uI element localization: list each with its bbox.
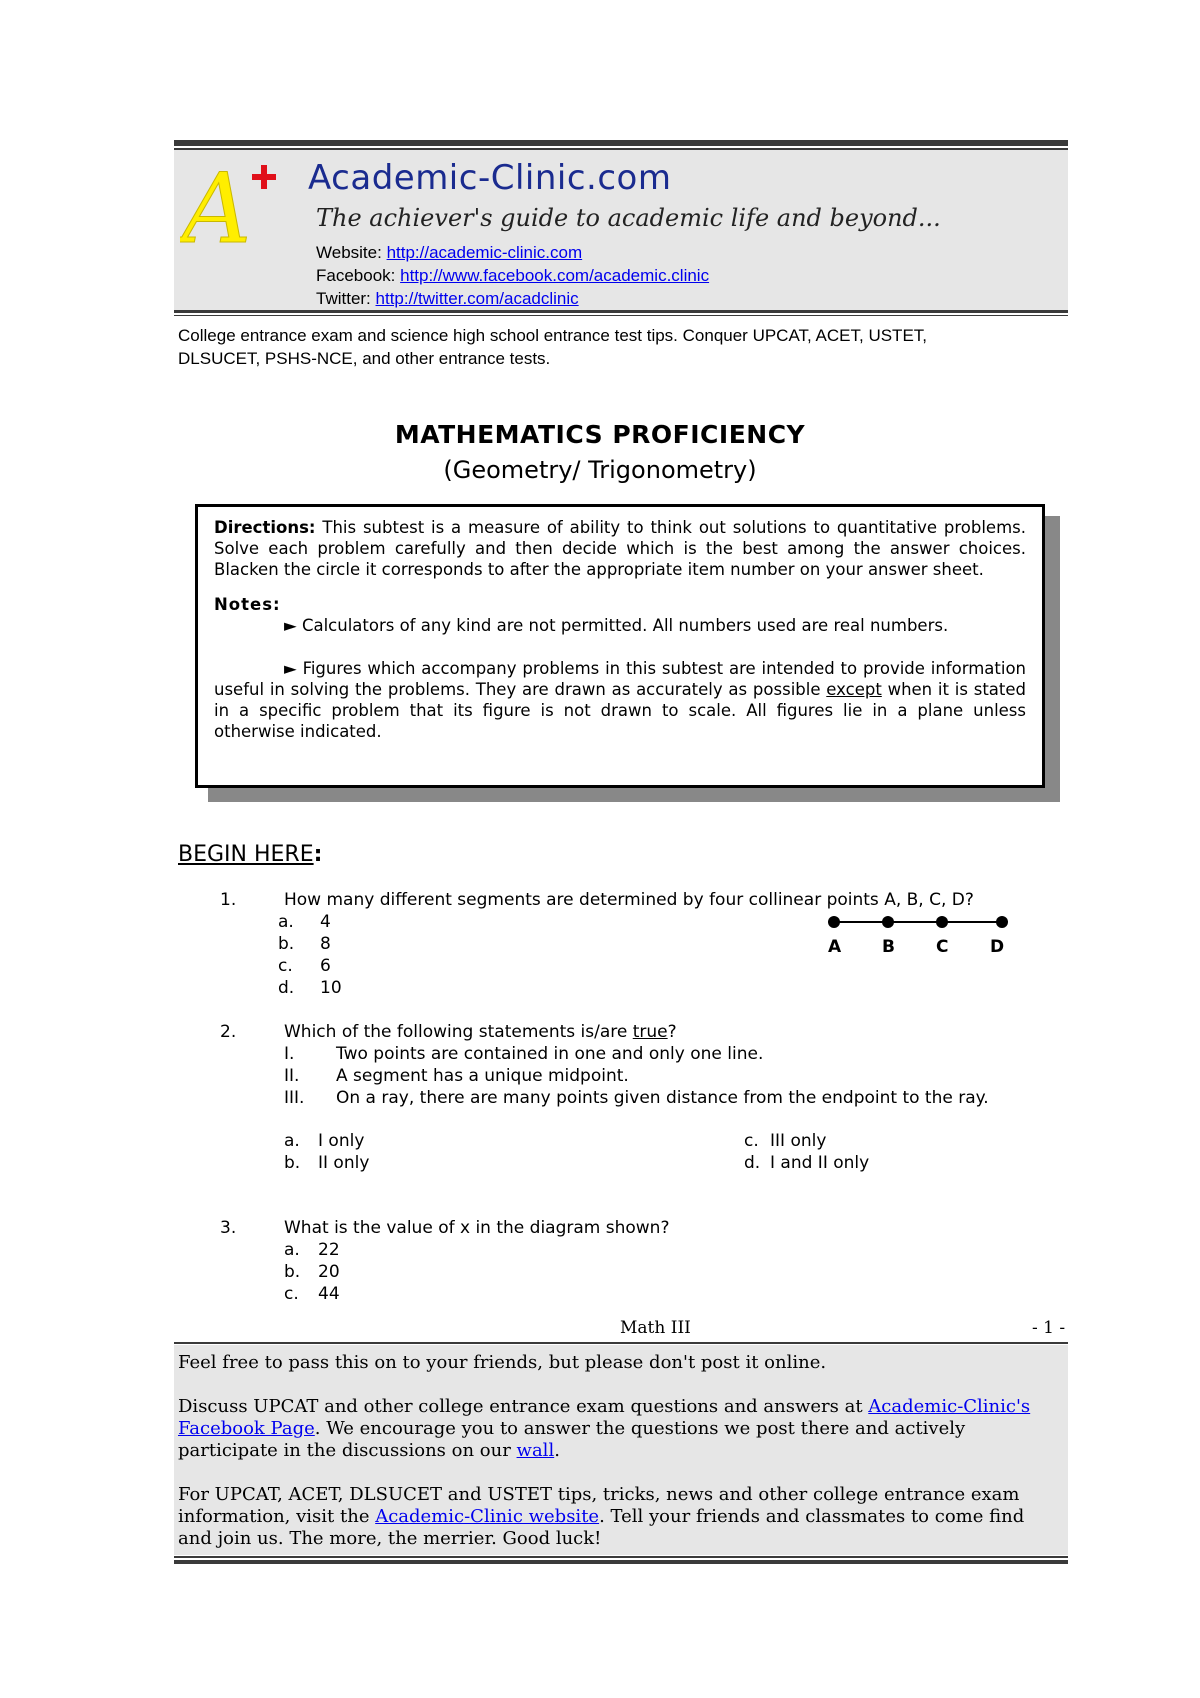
point-a-label: A — [828, 937, 842, 957]
option-value: 4 — [320, 912, 331, 932]
q2-statement — [0, 1043, 1200, 1065]
website-footer-link[interactable]: Academic-Clinic website — [375, 1506, 600, 1527]
collinear-points-figure — [818, 910, 1018, 960]
q1-option[interactable] — [0, 955, 600, 977]
footer-p3-b: . Tell your friends and classmates to come find and join us. The more, the merrier. Good luck! — [178, 1506, 1025, 1549]
option-value: III only — [770, 1131, 827, 1151]
q3-number: 3. — [220, 1218, 237, 1238]
statement-text: Two points are contained in one and only one line. — [336, 1044, 764, 1064]
option-letter: c. — [278, 956, 293, 976]
intro-line-2: DLSUCET, PSHS-NCE, and other entrance tests. — [178, 349, 551, 368]
intro-text — [178, 324, 1068, 370]
q1-number: 1. — [220, 890, 237, 910]
begin-label: BEGIN HERE — [178, 842, 314, 867]
note-2-text-b: when it is stated in a specific problem that its figure is not drawn to scale. All figures lie in a plane unless otherwise indicated. — [214, 680, 1027, 741]
footer-p2-b: . We encourage you to answer the questions we post there and actively participate in the discussions on our — [178, 1418, 966, 1461]
note-2-text-a: Figures which accompany problems in this subtest are intended to provide information useful in solving the problems. They are drawn as accurately as possible — [214, 659, 1027, 699]
statement-roman: III. — [284, 1088, 305, 1108]
option-value: 22 — [318, 1240, 340, 1260]
q2-text-true: true — [632, 1022, 668, 1042]
option-value: I only — [318, 1131, 365, 1151]
footer-paragraph-1: Feel free to pass this on to your friends, but please don't post it online. — [178, 1352, 827, 1373]
point-b-dot — [882, 916, 894, 928]
footer-paragraph-3 — [178, 1484, 1062, 1550]
bullet-icon: ► — [284, 659, 297, 678]
option-letter: d. — [744, 1153, 761, 1173]
option-letter: c. — [744, 1131, 759, 1151]
option-value: 20 — [318, 1262, 340, 1282]
note-1 — [214, 615, 1026, 636]
contact-links — [316, 241, 709, 310]
option-letter: c. — [284, 1284, 299, 1304]
q2-text-b: ? — [667, 1022, 677, 1042]
wall-link[interactable]: wall — [516, 1440, 555, 1461]
q2-statement — [0, 1087, 1200, 1109]
q2-option[interactable] — [0, 1152, 600, 1174]
brand-name: Academic-Clinic.com — [308, 158, 672, 198]
page-subtitle: (Geometry/ Trigonometry) — [443, 456, 757, 484]
directions-text: This subtest is a measure of ability to think out solutions to quantitative problems. Solve each problem carefully and then decide which is the best among the answer choices. Blacken the circle it corresponds to after the appropriate item number on your answer sheet. — [214, 518, 1026, 579]
q1-option[interactable] — [0, 933, 600, 955]
q2-text — [284, 1021, 677, 1043]
a-plus-logo — [180, 154, 290, 254]
statement-roman: I. — [284, 1044, 295, 1064]
option-letter: a. — [284, 1240, 300, 1260]
q3-option[interactable] — [0, 1239, 600, 1261]
begin-colon: : — [313, 842, 323, 867]
option-letter: d. — [278, 978, 295, 998]
note-1-text: Calculators of any kind are not permitted. All numbers used are real numbers. — [301, 616, 949, 635]
facebook-page-link[interactable]: Academic-Clinic's Facebook Page — [178, 1396, 1031, 1439]
option-value: 44 — [318, 1284, 340, 1304]
footer-p2-c: . — [554, 1440, 560, 1461]
notes-label: Notes: — [214, 595, 281, 614]
directions-label: Directions: — [214, 518, 316, 537]
header-bottom-rule — [174, 310, 1068, 313]
option-letter: b. — [284, 1262, 301, 1282]
header-bottom-rule-thin — [174, 315, 1068, 316]
q1-option[interactable] — [0, 911, 600, 933]
footer-bottom-rule — [174, 1556, 1068, 1558]
facebook-link[interactable]: http://www.facebook.com/academic.clinic — [400, 266, 710, 285]
point-d-dot — [996, 916, 1008, 928]
q2-option[interactable] — [600, 1130, 1100, 1152]
statement-text: On a ray, there are many points given distance from the endpoint to the ray. — [336, 1088, 989, 1108]
footer-page-number: - 1 - — [1032, 1318, 1066, 1338]
begin-heading — [178, 842, 322, 867]
twitter-link[interactable]: http://twitter.com/acadclinic — [375, 289, 579, 308]
option-letter: a. — [284, 1131, 300, 1151]
footer-p3-a: For UPCAT, ACET, DLSUCET and USTET tips, tricks, news and other college entrance exam information, visit the — [178, 1484, 1020, 1527]
q2-text-a: Which of the following statements is/are — [284, 1022, 633, 1042]
q3-option[interactable] — [0, 1261, 600, 1283]
page-title: MATHEMATICS PROFICIENCY — [394, 420, 806, 449]
q3-option[interactable] — [0, 1283, 600, 1305]
website-label: Website: — [316, 243, 387, 262]
q2-statement — [0, 1065, 1200, 1087]
option-value: 10 — [320, 978, 342, 998]
point-b-label: B — [882, 937, 895, 957]
bullet-icon: ► — [284, 616, 297, 635]
option-value: II only — [318, 1153, 370, 1173]
footer-course: Math III — [620, 1318, 691, 1338]
svg-text:A: A — [182, 154, 252, 254]
note-2-except: except — [826, 680, 882, 699]
option-value: 8 — [320, 934, 331, 954]
q1-stem — [0, 889, 1200, 911]
option-value: 6 — [320, 956, 331, 976]
q2-option[interactable] — [0, 1130, 600, 1152]
facebook-row — [316, 264, 709, 287]
footer-top-rule — [174, 1342, 1068, 1344]
directions-paragraph — [214, 517, 1026, 580]
q1-option[interactable] — [0, 977, 600, 999]
q3-stem — [0, 1217, 1200, 1239]
website-row — [316, 241, 709, 264]
point-c-dot — [936, 916, 948, 928]
q2-stem — [0, 1021, 1200, 1043]
note-2 — [214, 658, 1026, 742]
footer-p2-a: Discuss UPCAT and other college entrance exam questions and answers at — [178, 1396, 869, 1417]
statement-roman: II. — [284, 1066, 300, 1086]
header-top-rule — [174, 140, 1068, 146]
statement-text: A segment has a unique midpoint. — [336, 1066, 629, 1086]
q2-number: 2. — [220, 1022, 237, 1042]
header — [174, 140, 1068, 320]
option-letter: b. — [278, 934, 295, 954]
option-value: I and II only — [770, 1153, 870, 1173]
website-link[interactable]: http://academic-clinic.com — [386, 243, 583, 262]
option-letter: a. — [278, 912, 294, 932]
q1-text: How many different segments are determined by four collinear points A, B, C, D? — [284, 890, 974, 910]
directions-box — [195, 504, 1045, 788]
tagline: The achiever's guide to academic life and beyond... — [316, 204, 941, 232]
twitter-row — [316, 287, 709, 310]
q3-text: What is the value of x in the diagram shown? — [284, 1218, 670, 1238]
option-letter: b. — [284, 1153, 301, 1173]
point-d-label: D — [990, 937, 1005, 957]
point-c-label: C — [936, 937, 949, 957]
intro-line-1: College entrance exam and science high school entrance test tips. Conquer UPCAT, ACET, USTET, — [178, 326, 928, 345]
twitter-label: Twitter: — [316, 289, 376, 308]
facebook-label: Facebook: — [316, 266, 401, 285]
footer-text — [178, 1352, 1062, 1572]
footer-bottom-rule-thick — [174, 1560, 1068, 1564]
q2-option[interactable] — [600, 1152, 1100, 1174]
footer-paragraph-2 — [178, 1396, 1062, 1462]
point-a-dot — [828, 916, 840, 928]
